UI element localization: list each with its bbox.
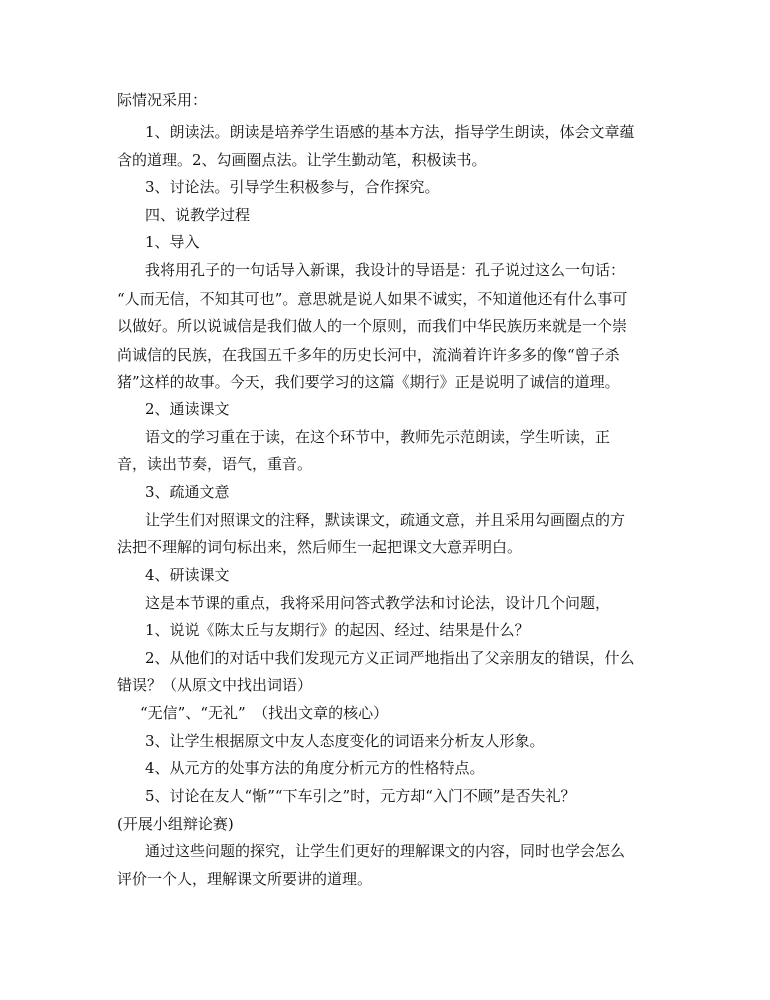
text-line: 猪”这样的故事。今天，我们要学习的这篇《期行》正是说明了诚信的道理。 <box>117 373 620 391</box>
text-line: 1、朗读法。朗读是培养学生语感的基本方法，指导学生朗读，体会文章蕴 <box>145 123 635 141</box>
text-line: 以做好。所以说诚信是我们做人的一个原则，而我们中华民族历来就是一个崇 <box>117 317 628 335</box>
question-item: 5、讨论在友人“惭”“下车引之”时，元方却“入门不顾”是否失礼？ <box>145 787 576 805</box>
text-line: 让学生们对照课文的注释，默读课文，疏通文意，并且采用勾画圈点的方 <box>145 511 626 529</box>
question-item: 2、从他们的对话中我们发现元方义正词严地指出了父亲朋友的错误，什么 <box>145 649 635 667</box>
text-line: 我将用孔子的一句话导入新课，我设计的导语是：孔子说过这么一句话： <box>145 261 626 279</box>
text-line: “无信”、“无礼” （找出文章的核心） <box>140 704 389 722</box>
question-item: 3、让学生根据原文中友人态度变化的词语来分析友人形象。 <box>145 732 545 750</box>
question-item: 4、从元方的处事方法的角度分析元方的性格特点。 <box>145 759 485 777</box>
text-line: 语文的学习重在于读，在这个环节中，教师先示范朗读，学生听读，正 <box>145 428 611 446</box>
question-item: 1、说说《陈太丘与友期行》的起因、经过、结果是什么？ <box>145 621 530 639</box>
section-heading: 四、说教学过程 <box>145 206 251 224</box>
text-line: 音，读出节奏，语气，重音。 <box>117 455 313 473</box>
text-line: (开展小组辩论赛) <box>117 815 234 833</box>
text-line: 际情况采用： <box>117 91 208 109</box>
subsection-heading: 3、疏通文意 <box>145 483 230 501</box>
text-line: 这是本节课的重点，我将采用问答式教学法和讨论法，设计几个问题， <box>145 594 611 612</box>
text-line: 含的道理。2、勾画圈点法。让学生勤动笔，积极读书。 <box>117 151 487 169</box>
text-line: 通过这些问题的探究，让学生们更好的理解课文的内容，同时也学会怎么 <box>145 842 626 860</box>
subsection-heading: 1、导入 <box>145 233 200 251</box>
text-line: 错误？（从原文中找出词语） <box>117 676 313 694</box>
text-line: “人而无信，不知其可也”。意思就是说人如果不诚实，不知道他还有什么事可 <box>117 290 628 308</box>
text-line: 3、讨论法。引导学生积极参与，合作探究。 <box>145 178 440 196</box>
text-line: 尚诚信的民族，在我国五千多年的历史长河中，流淌着许许多多的像“曾子杀 <box>117 346 620 364</box>
subsection-heading: 4、研读课文 <box>145 566 230 584</box>
text-line: 法把不理解的词句标出来，然后师生一起把课文大意弄明白。 <box>117 538 523 556</box>
subsection-heading: 2、通读课文 <box>145 400 230 418</box>
text-line: 评价一个人，理解课文所要讲的道理。 <box>117 870 373 888</box>
